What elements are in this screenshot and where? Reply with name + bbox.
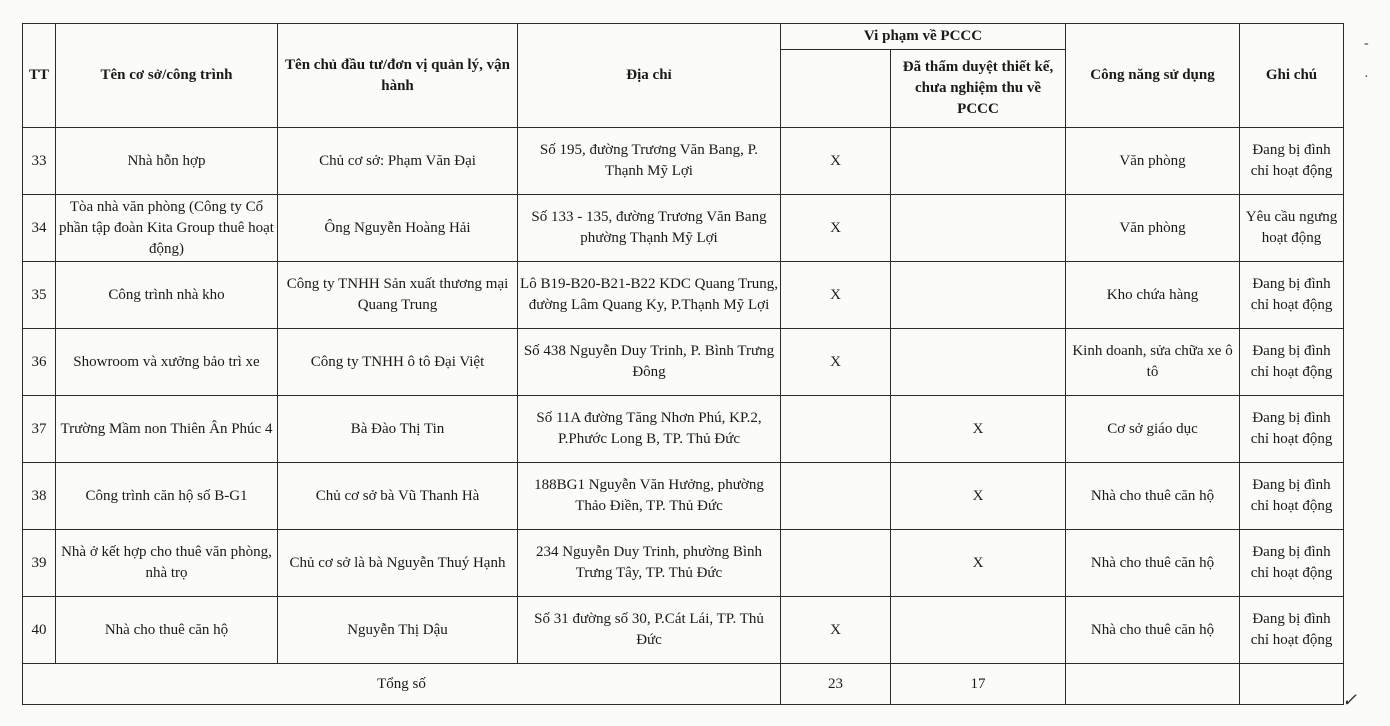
table-row [23, 530, 1344, 597]
cell-violation-col1: X [781, 262, 891, 329]
cell-address: Số 195, đường Trương Văn Bang, P. Thạnh Mỹ Lợi [518, 128, 781, 195]
cell-owner: Công ty TNHH Sản xuất thương mại Quang Trung [278, 262, 518, 329]
header-usage: Công năng sử dụng [1066, 24, 1240, 128]
signature-initial-icon: ✓ [1342, 690, 1358, 710]
cell-name: Nhà ở kết hợp cho thuê văn phòng, nhà trọ [56, 530, 278, 597]
cell-address: Số 133 - 135, đường Trương Văn Bang phường Thạnh Mỹ Lợi [518, 195, 781, 262]
cell-violation-col2 [891, 128, 1066, 195]
cell-tt: 39 [23, 530, 56, 597]
cell-violation-col2: X [891, 396, 1066, 463]
table-row [23, 195, 1344, 262]
cell-tt: 34 [23, 195, 56, 262]
cell-name: Tòa nhà văn phòng (Công ty Cổ phần tập đoàn Kita Group thuê hoạt động) [56, 195, 278, 262]
cell-violation-col2 [891, 195, 1066, 262]
cell-note: Đang bị đình chỉ hoạt động [1240, 329, 1344, 396]
cell-tt: 38 [23, 463, 56, 530]
table-row [23, 597, 1344, 664]
corner-mark-dash-icon: - [1364, 36, 1369, 51]
cell-usage: Cơ sở giáo dục [1066, 396, 1240, 463]
cell-name: Nhà cho thuê căn hộ [56, 597, 278, 664]
header-owner: Tên chủ đầu tư/đơn vị quản lý, vận hành [278, 24, 518, 128]
cell-usage: Nhà cho thuê căn hộ [1066, 597, 1240, 664]
table-row [23, 463, 1344, 530]
cell-usage: Văn phòng [1066, 128, 1240, 195]
header-violation-group: Vi phạm về PCCC [781, 24, 1066, 50]
total-note-empty [1240, 664, 1344, 705]
cell-violation-col1 [781, 463, 891, 530]
cell-violation-col2 [891, 329, 1066, 396]
cell-violation-col1 [781, 396, 891, 463]
total-usage-empty [1066, 664, 1240, 705]
cell-tt: 36 [23, 329, 56, 396]
cell-owner: Chủ cơ sở: Phạm Văn Đại [278, 128, 518, 195]
cell-note: Yêu cầu ngưng hoạt động [1240, 195, 1344, 262]
cell-note: Đang bị đình chỉ hoạt động [1240, 262, 1344, 329]
cell-usage: Nhà cho thuê căn hộ [1066, 463, 1240, 530]
header-tt: TT [23, 24, 56, 128]
cell-violation-col2 [891, 262, 1066, 329]
cell-usage: Kinh doanh, sửa chữa xe ô tô [1066, 329, 1240, 396]
cell-usage: Nhà cho thuê căn hộ [1066, 530, 1240, 597]
table-row [23, 396, 1344, 463]
cell-address: Số 11A đường Tăng Nhơn Phú, KP.2, P.Phước Long B, TP. Thủ Đức [518, 396, 781, 463]
table-row [23, 128, 1344, 195]
cell-note: Đang bị đình chỉ hoạt động [1240, 597, 1344, 664]
header-address: Địa chỉ [518, 24, 781, 128]
cell-note: Đang bị đình chỉ hoạt động [1240, 128, 1344, 195]
total-label: Tổng số [23, 664, 781, 705]
cell-name: Nhà hỗn hợp [56, 128, 278, 195]
cell-owner: Bà Đào Thị Tin [278, 396, 518, 463]
cell-violation-col1: X [781, 195, 891, 262]
header-note: Ghi chú [1240, 24, 1344, 128]
cell-note: Đang bị đình chỉ hoạt động [1240, 530, 1344, 597]
total-row [23, 664, 1344, 705]
cell-violation-col1: X [781, 329, 891, 396]
cell-address: Số 438 Nguyễn Duy Trinh, P. Bình Trưng Đông [518, 329, 781, 396]
cell-tt: 37 [23, 396, 56, 463]
cell-owner: Chủ cơ sở bà Vũ Thanh Hà [278, 463, 518, 530]
cell-name: Công trình nhà kho [56, 262, 278, 329]
cell-violation-col1 [781, 530, 891, 597]
cell-name: Showroom và xưởng bảo trì xe [56, 329, 278, 396]
cell-usage: Kho chứa hàng [1066, 262, 1240, 329]
cell-violation-col2: X [891, 463, 1066, 530]
cell-address: Lô B19-B20-B21-B22 KDC Quang Trung, đường Lâm Quang Ky, P.Thạnh Mỹ Lợi [518, 262, 781, 329]
total-col1: 23 [781, 664, 891, 705]
cell-usage: Văn phòng [1066, 195, 1240, 262]
cell-name: Trường Mầm non Thiên Ân Phúc 4 [56, 396, 278, 463]
cell-name: Công trình căn hộ số B-G1 [56, 463, 278, 530]
table-row [23, 262, 1344, 329]
cell-note: Đang bị đình chỉ hoạt động [1240, 463, 1344, 530]
cell-violation-col1: X [781, 128, 891, 195]
fire-safety-violation-table [22, 23, 1344, 705]
cell-note: Đang bị đình chỉ hoạt động [1240, 396, 1344, 463]
cell-tt: 40 [23, 597, 56, 664]
cell-owner: Nguyễn Thị Dậu [278, 597, 518, 664]
cell-violation-col2 [891, 597, 1066, 664]
cell-owner: Chủ cơ sở là bà Nguyễn Thuý Hạnh [278, 530, 518, 597]
header-violation-sub: Đã thẩm duyệt thiết kế, chưa nghiệm thu về PCCC [891, 50, 1066, 128]
table-body [23, 128, 1344, 705]
cell-owner: Ông Nguyễn Hoàng Hải [278, 195, 518, 262]
cell-violation-col1: X [781, 597, 891, 664]
total-col2: 17 [891, 664, 1066, 705]
cell-violation-col2: X [891, 530, 1066, 597]
header-violation-sub-empty [781, 50, 891, 128]
header-name: Tên cơ sở/công trình [56, 24, 278, 128]
cell-tt: 35 [23, 262, 56, 329]
cell-owner: Công ty TNHH ô tô Đại Việt [278, 329, 518, 396]
cell-address: 188BG1 Nguyễn Văn Hưởng, phường Thảo Điền, TP. Thủ Đức [518, 463, 781, 530]
cell-tt: 33 [23, 128, 56, 195]
corner-mark-dot-icon: · [1364, 70, 1369, 85]
cell-address: 234 Nguyễn Duy Trinh, phường Bình Trưng Tây, TP. Thủ Đức [518, 530, 781, 597]
cell-address: Số 31 đường số 30, P.Cát Lái, TP. Thủ Đức [518, 597, 781, 664]
table-row [23, 329, 1344, 396]
